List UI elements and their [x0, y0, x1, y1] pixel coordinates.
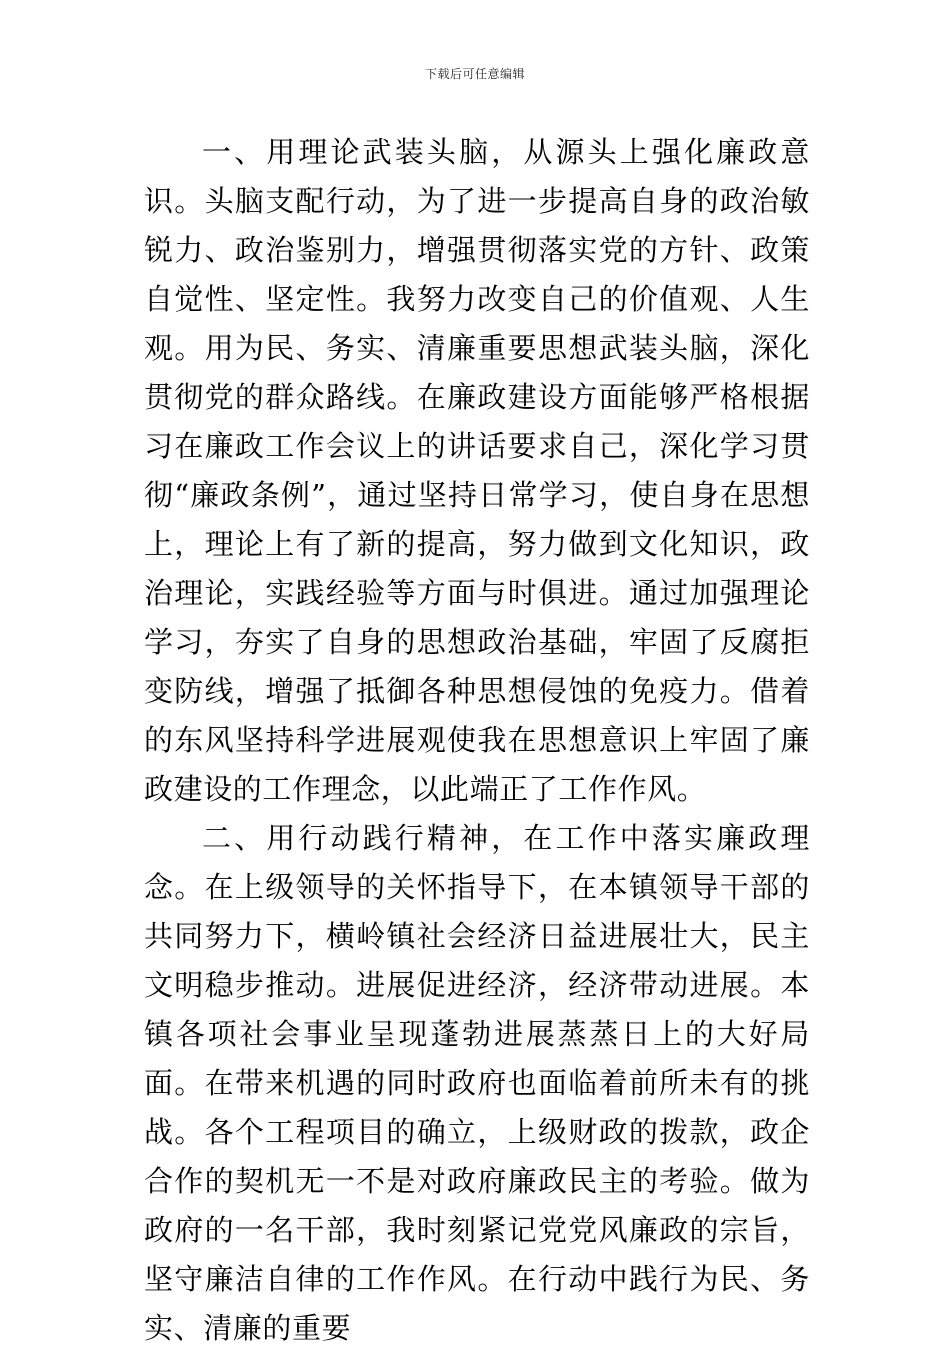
document-body [144, 128, 810, 1353]
paragraph-1: 一、用理论武装头脑，从源头上强化廉政意识。头脑支配行动，为了进一步提高自身的政治敏锐力、政治鉴别力，增强贯彻落实党的方针、政策自觉性、坚定性。我努力改变自己的价值观、人生观。用为民、务实、清廉重要思想武装头脑，深化贯彻党的群众路线。在廉政建设方面能够严格根据习在廉政工作会议上的讲话要求自己，深化学习贯彻“廉政条例”，通过坚持日常学习，使自身在思想上，理论上有了新的提高，努力做到文化知识，政治理论，实践经验等方面与时俱进。通过加强理论学习，夯实了自身的思想政治基础，牢固了反腐拒变防线，增强了抵御各种思想侵蚀的免疫力。借着的东风坚持科学进展观使我在思想意识上牢固了廉政建设的工作理念，以此端正了工作作风。 [144, 135, 810, 806]
paragraph-2: 二、用行动践行精神，在工作中落实廉政理念。在上级领导的关怀指导下，在本镇领导干部的共同努力下，横岭镇社会经济日益进展壮大，民主文明稳步推动。进展促进经济，经济带动进展。本镇各项社会事业呈现蓬勃进展蒸蒸日上的大好局面。在带来机遇的同时政府也面临着前所未有的挑战。各个工程项目的确立，上级财政的拨款，政企合作的契机无一不是对政府廉政民主的考验。做为政府的一名干部，我时刻紧记党党风廉政的宗旨，坚守廉洁自律的工作作风。在行动中践行为民、务实、清廉的重要 [144, 821, 810, 1345]
page-header: 下载后可任意编辑 [424, 67, 525, 81]
